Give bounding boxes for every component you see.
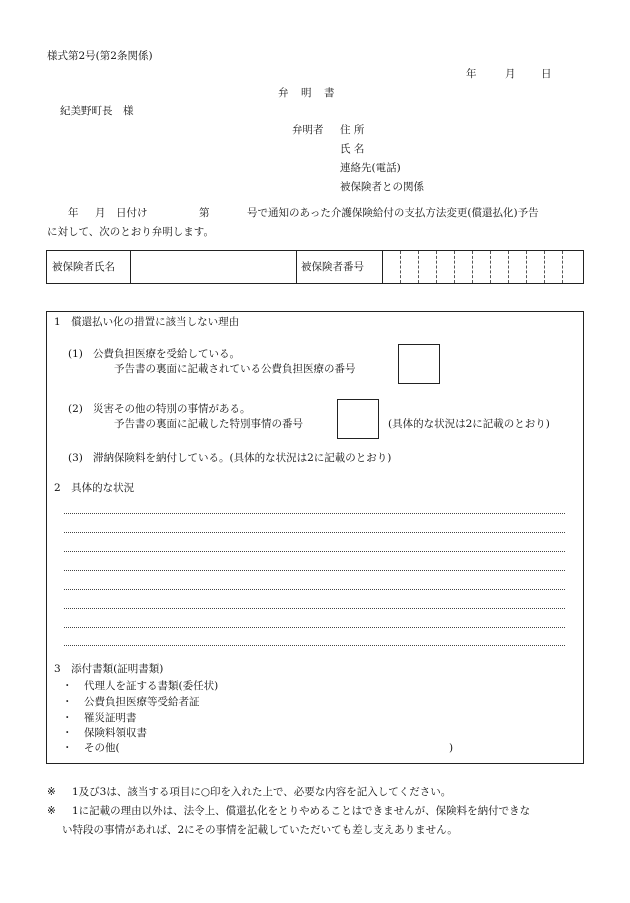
writing-line[interactable] <box>64 513 565 514</box>
attachment-item: その他( <box>84 742 120 754</box>
bullet-icon: ・ <box>62 680 73 692</box>
addressee: 紀美野町長 様 <box>60 105 134 117</box>
attachment-item: 罹災証明書 <box>84 712 137 724</box>
attachment-item: 保険料領収書 <box>84 727 147 739</box>
note2-text-line1: 1に記載の理由以外は、法令上、償還払化をとりやめることはできませんが、保険料を納付できな <box>72 805 531 817</box>
note1-text: 1及び3は、該当する項目に○印を入れた上で、必要な内容を記入してください。 <box>72 786 452 798</box>
bullet-icon: ・ <box>62 727 73 739</box>
item2-subtext: 予告書の裏面に記載した特別事情の番号 <box>114 418 303 430</box>
item1-text: 公費負担医療を受給している。 <box>93 348 240 360</box>
intro-month: 月 <box>95 207 106 219</box>
writing-line[interactable] <box>64 627 565 628</box>
attachment-item: 公費負担医療等受給者証 <box>84 696 200 708</box>
special-circumstance-number-box[interactable] <box>337 399 379 439</box>
date-month-label: 月 <box>505 68 516 80</box>
intro-date-suffix: 日付け <box>116 207 148 219</box>
bullet-icon: ・ <box>62 696 73 708</box>
public-expense-number-box[interactable] <box>398 344 440 384</box>
item2-note: (具体的な状況は2に記載のとおり) <box>388 418 550 430</box>
form-number: 様式第2号(第2条関係) <box>47 50 153 62</box>
note-mark: ※ <box>47 805 56 817</box>
item3-text: 滞納保険料を納付している。(具体的な状況は2に記載のとおり) <box>93 452 392 464</box>
item1-number: (1) <box>68 348 83 360</box>
applicant-contact-label: 連絡先(電話) <box>340 162 401 174</box>
writing-line[interactable] <box>64 608 565 609</box>
applicant-relation-label: 被保険者との関係 <box>340 181 424 193</box>
insured-name-label: 被保険者氏名 <box>52 261 115 273</box>
note2-text-line2: い特段の事情があれば、2にその事情を記載していただいても差し支えありません。 <box>62 824 458 836</box>
date-day-label: 日 <box>541 68 552 80</box>
intro-number-prefix: 第 <box>199 207 210 219</box>
applicant-name-label: 氏 名 <box>340 143 365 155</box>
bullet-icon: ・ <box>62 712 73 724</box>
insured-number-field[interactable] <box>382 251 583 283</box>
page-title: 弁 明 書 <box>278 87 336 99</box>
section1-heading: 1 償還払い化の措置に該当しない理由 <box>54 316 240 328</box>
applicant-address-label: 住 所 <box>340 124 365 136</box>
writing-line[interactable] <box>64 570 565 571</box>
applicant-label: 弁明者 <box>292 124 324 136</box>
section2-heading: 2 具体的な状況 <box>54 482 135 494</box>
writing-line[interactable] <box>64 551 565 552</box>
intro-text-line2: に対して、次のとおり弁明します。 <box>47 226 214 238</box>
writing-line[interactable] <box>64 532 565 533</box>
intro-year: 年 <box>68 207 79 219</box>
insured-number-label: 被保険者番号 <box>301 261 364 273</box>
section3-heading: 3 添付書類(証明書類) <box>54 663 164 675</box>
other-closing-paren: ) <box>449 742 454 754</box>
item1-subtext: 予告書の裏面に記載されている公費負担医療の番号 <box>114 363 356 375</box>
intro-text-line1: 号で通知のあった介護保険給付の支払方法変更(償還払化)予告 <box>247 207 539 219</box>
writing-line[interactable] <box>64 589 565 590</box>
item2-text: 災害その他の特別の事情がある。 <box>93 403 251 415</box>
writing-line[interactable] <box>64 645 565 646</box>
item2-number: (2) <box>68 403 83 415</box>
bullet-icon: ・ <box>62 742 73 754</box>
note-mark: ※ <box>47 786 56 798</box>
item3-number: (3) <box>68 452 83 464</box>
insured-name-field[interactable] <box>130 251 295 283</box>
attachment-item: 代理人を証する書類(委任状) <box>84 680 219 692</box>
table-divider <box>296 251 297 283</box>
date-year-label: 年 <box>466 68 477 80</box>
